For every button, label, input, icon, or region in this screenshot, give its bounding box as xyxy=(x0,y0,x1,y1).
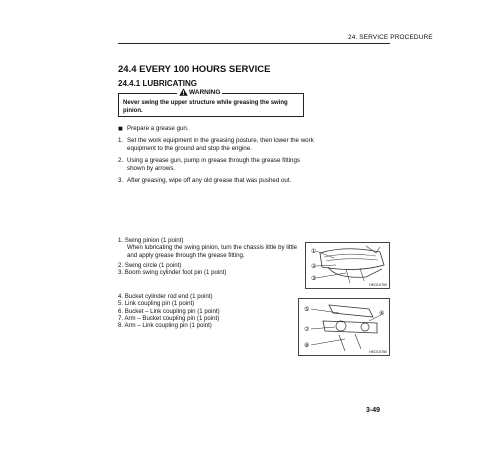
callout-2: ② xyxy=(311,263,317,270)
point-item: 7. Arm – Bucket coupling pin (1 point) xyxy=(118,314,220,322)
point-item: 5. Link coupling pin (1 point) xyxy=(118,300,195,308)
warning-triangle-icon xyxy=(179,88,188,96)
callout-4: ④ xyxy=(379,310,385,317)
step-marker: 1. xyxy=(118,137,124,145)
point-item: 8. Arm – Link coupling pin (1 point) xyxy=(118,322,212,330)
swing-pinion-illustration xyxy=(306,243,389,288)
figure-code: HEO1X780 xyxy=(369,350,387,354)
callout-3: ③ xyxy=(311,275,317,282)
warning-text: Never swing the upper structure while greasing the swing pinion. xyxy=(123,100,288,114)
step-text: After greasing, wipe off any old grease that was pushed out. xyxy=(127,177,292,185)
point-item: 1. Swing pinion (1 point) xyxy=(118,237,184,244)
step-marker: 3. xyxy=(118,177,124,185)
header-rule xyxy=(118,43,390,44)
page-number: 3-49 xyxy=(366,407,381,414)
step-marker: 2. xyxy=(118,157,124,165)
subsection-title: 24.4.1 LUBRICATING xyxy=(118,79,197,88)
step-item xyxy=(118,137,314,152)
step-marker: ■ xyxy=(118,124,123,133)
swing-pinion-figure xyxy=(305,242,390,289)
step-text: Using a grease gun, pump in grease through the grease fittings shown by arrows. xyxy=(127,157,301,172)
step-item xyxy=(118,125,314,132)
callout-7: ⑦ xyxy=(304,326,310,333)
lubrication-points-group-2 xyxy=(118,293,304,329)
step-text: Prepare a grease gun. xyxy=(127,125,189,132)
callout-1: ① xyxy=(311,248,317,255)
point-note: When lubricating the swing pinion, turn the chassis little by little and apply grease through the grease fitting. xyxy=(127,244,298,259)
callout-5: ⑤ xyxy=(304,306,310,313)
point-item: 4. Bucket cylinder rod end (1 point) xyxy=(118,293,213,300)
callout-8: ⑧ xyxy=(304,342,310,349)
section-title: 24.4 EVERY 100 HOURS SERVICE xyxy=(118,64,271,75)
step-text: Set the work equipment in the greasing posture, then lower the work equipment to the ground and stop the engine. xyxy=(127,137,314,152)
bucket-linkage-figure xyxy=(298,298,390,356)
procedure-steps xyxy=(118,125,314,189)
point-item: 3. Boom swing cylinder foot pin (1 point) xyxy=(118,269,227,277)
lubrication-points-group-1 xyxy=(118,237,304,276)
warning-box xyxy=(118,88,304,117)
warning-title xyxy=(177,88,222,96)
step-item xyxy=(118,177,314,184)
figure-code: HEO1X760 xyxy=(369,283,387,287)
bucket-linkage-illustration xyxy=(299,299,389,355)
warning-label: WARNING xyxy=(189,88,221,96)
step-item xyxy=(118,157,314,172)
point-item: 6. Bucket – Link coupling pin (1 point) xyxy=(118,307,220,315)
section-header: 24. SERVICE PROCEDURE xyxy=(348,34,433,41)
point-item: 2. Swing circle (1 point) xyxy=(118,261,182,269)
